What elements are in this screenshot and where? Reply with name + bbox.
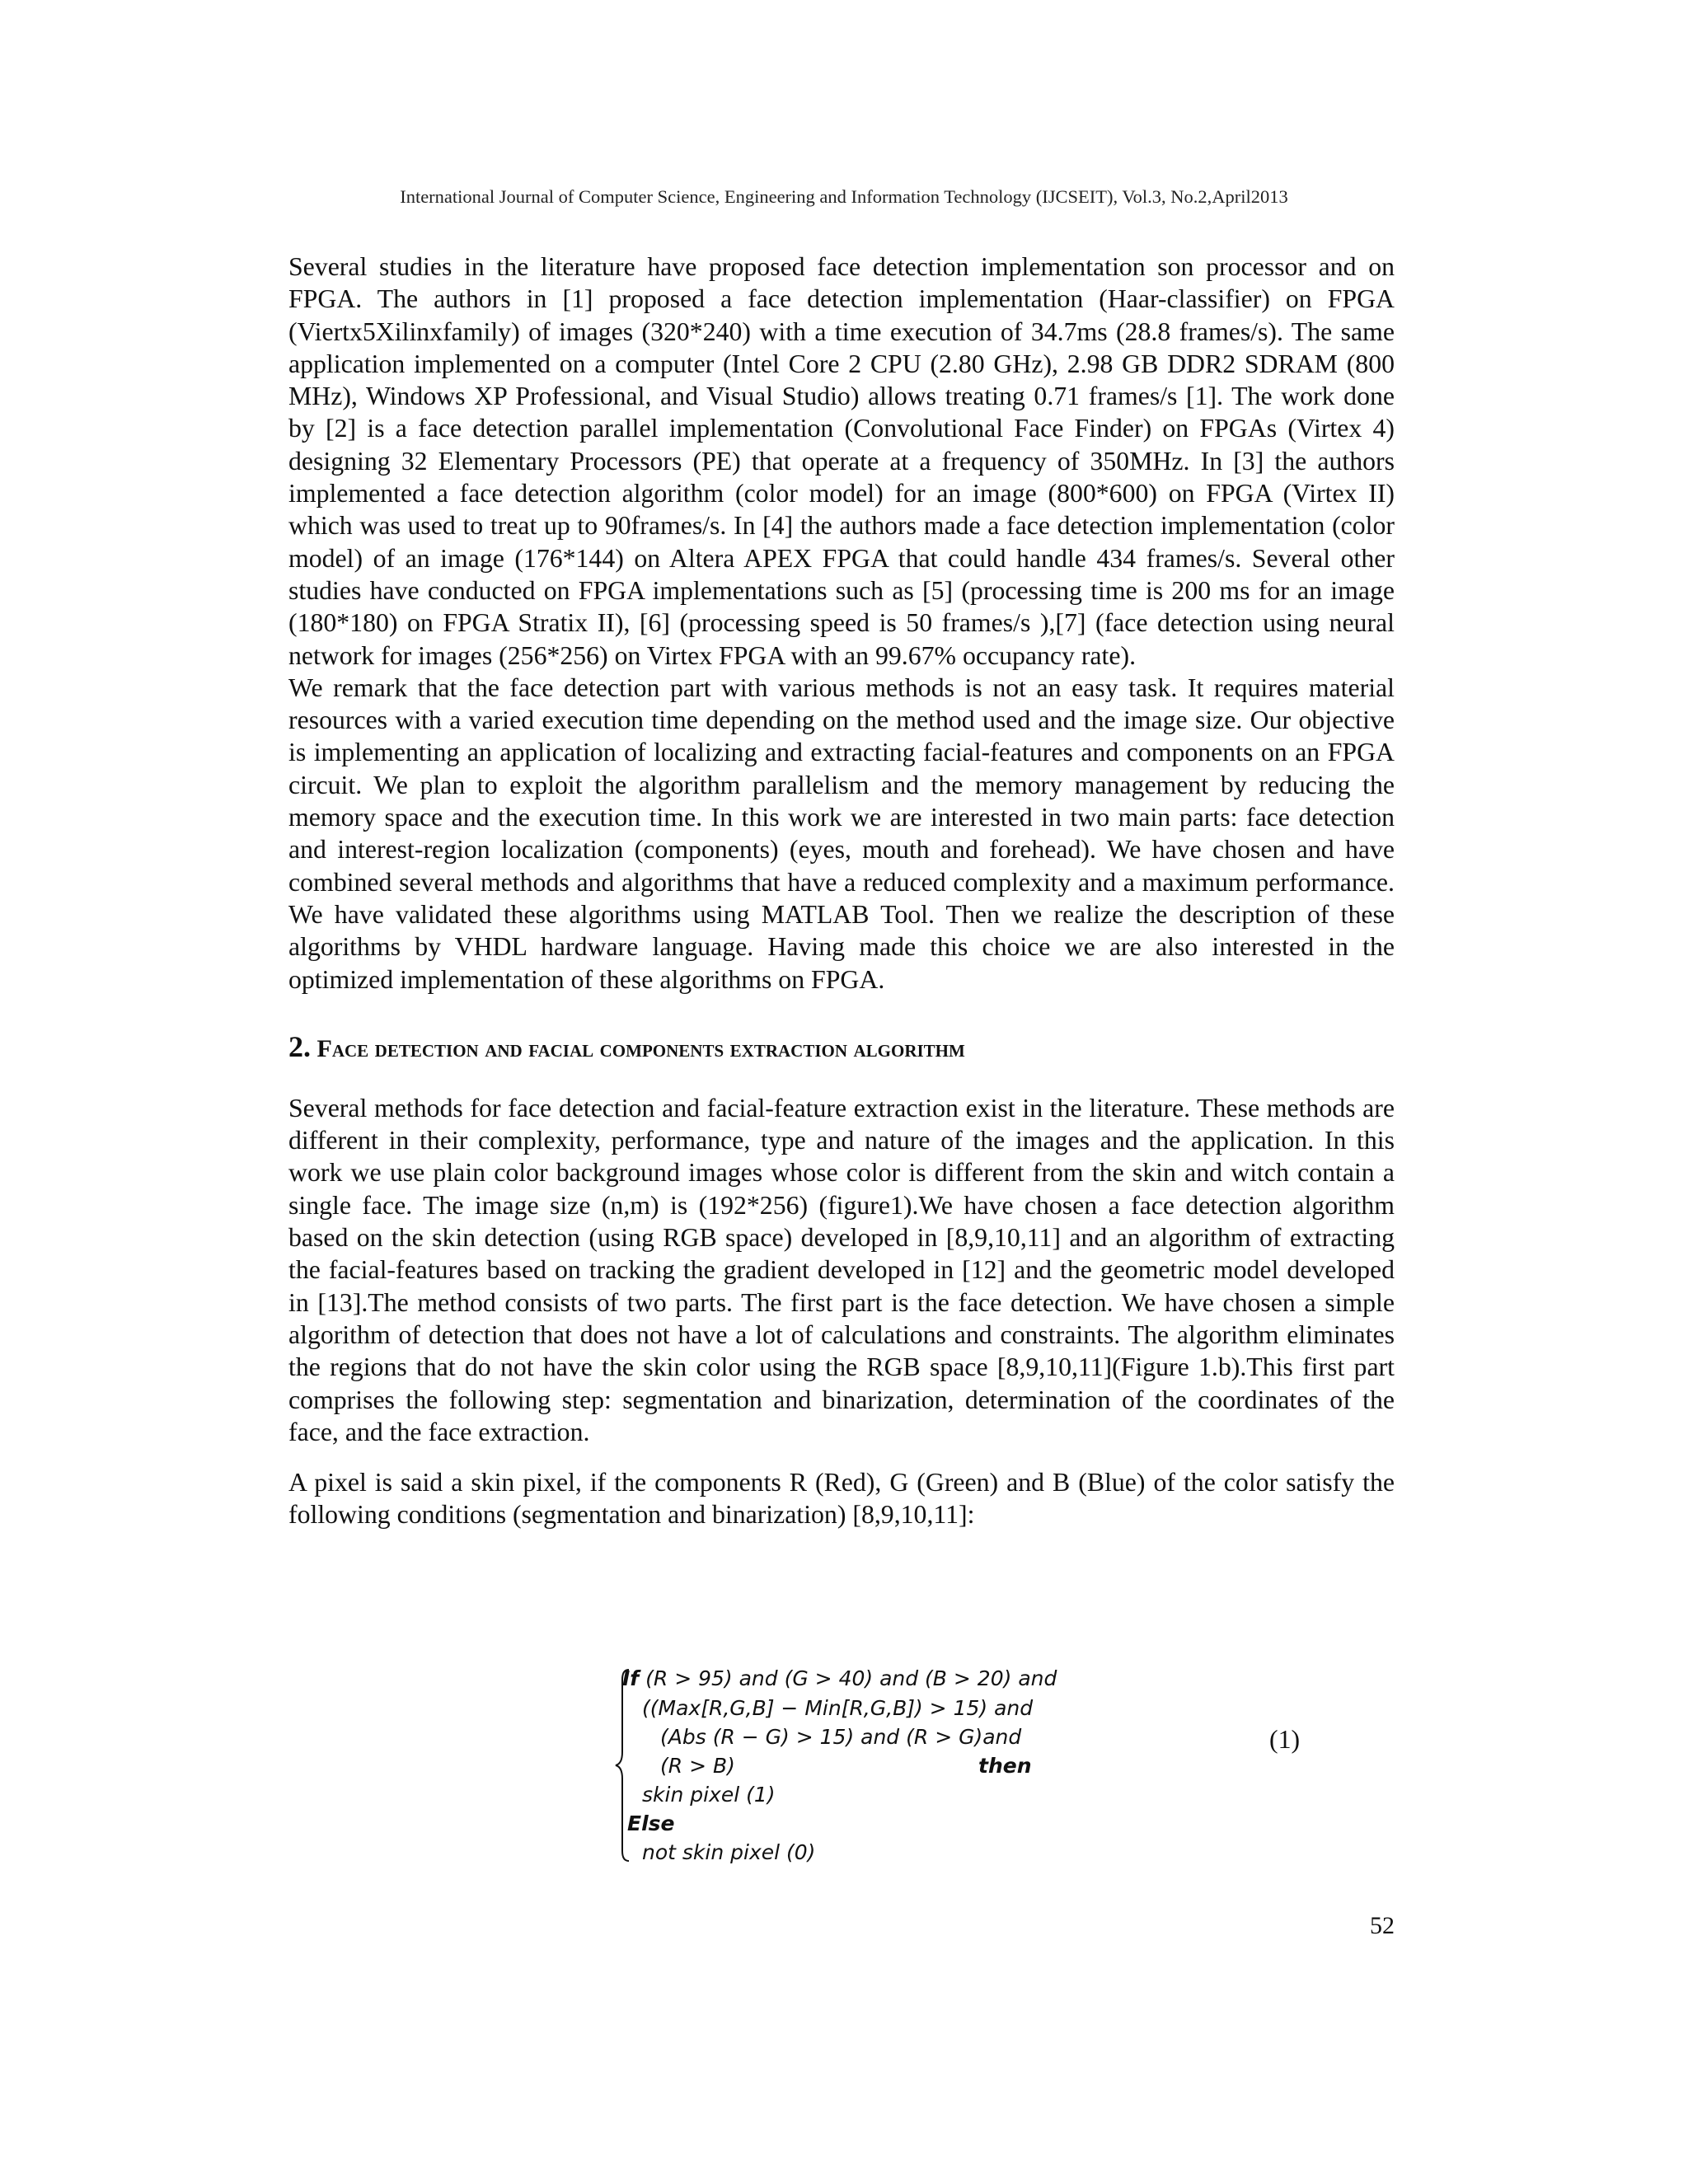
equation-condition-2: ((Max[R,G,B] − Min[R,G,B]) > 15) and xyxy=(642,1696,1034,1720)
equation-condition-4: (R > B) xyxy=(660,1754,735,1778)
else-keyword: Else xyxy=(627,1811,675,1835)
skin-pixel-equation xyxy=(614,1666,1076,1868)
section-paragraph-1: Several methods for face detection and facial-feature extraction exist in the literature. These methods are different in their complexity, performance, type and nature of the images and the application. In this work we use plain color background images whose color is different from the skin and witch contain a single face. The image size (n,m) is (192*256) (figure1).We have chosen a face detection algorithm based on the skin detection (using RGB space) developed in [8,9,10,11] and an algorithm of extracting the facial-features based on tracking the gradient developed in [12] and the geometric model developed in [13].The method consists of two parts. The first part is the face detection. We have chosen a simple algorithm of detection that does not have a lot of calculations and constraints. The algorithm eliminates the regions that do not have the skin color using the RGB space [8,9,10,11](Figure 1.b).This first part comprises the following step: segmentation and binarization, determination of the coordinates of the face, and the face extraction. xyxy=(288,1093,1395,1446)
page-body xyxy=(288,251,1395,1531)
then-line xyxy=(978,1754,1032,1779)
skin-pixel-result: skin pixel (1) xyxy=(642,1783,776,1807)
journal-header: International Journal of Computer Science, Engineering and Information Technology (IJCSEIT), Vol.3, No.2,April2013 xyxy=(400,186,1288,207)
equation-line-4 xyxy=(660,1754,735,1779)
equation-line-2 xyxy=(642,1696,1033,1721)
section-paragraph-2: A pixel is said a skin pixel, if the components R (Red), G (Green) and B (Blue) of the color satisfy the following conditions (segmentation and binarization) [8,9,10,11]: xyxy=(288,1468,1395,1530)
not-skin-pixel-result: not skin pixel (0) xyxy=(642,1840,816,1864)
equation-line-6 xyxy=(642,1840,815,1865)
section-number: 2. xyxy=(288,1029,311,1063)
equation-line-5 xyxy=(642,1783,776,1807)
else-line xyxy=(627,1811,674,1836)
section-heading xyxy=(288,1030,1395,1066)
if-keyword: If xyxy=(622,1666,640,1690)
intro-paragraph-2: We remark that the face detection part with various methods is not an easy task. It requires material resources with a varied execution time depending on the method used and the image size. Our objective is implementing an application of localizing and extracting facial-features and components on an FPGA circuit. We plan to exploit the algorithm parallelism and the memory management by reducing the memory space and the execution time. In this work we are interested in two main parts: face detection and interest-region localization (components) (eyes, mouth and forehead). We have chosen and have combined several methods and algorithms that have a reduced complexity and a maximum performance. We have validated these algorithms using MATLAB Tool. Then we realize the description of these algorithms by VHDL hardware language. Having made this choice we are also interested in the optimized implementation of these algorithms on FPGA. xyxy=(288,673,1395,994)
equation-number: (1) xyxy=(1269,1725,1301,1754)
equation-condition-1: (R > 95) and (G > 40) and (B > 20) and xyxy=(645,1666,1057,1690)
equation-line-3 xyxy=(660,1725,1021,1750)
page-number: 52 xyxy=(1370,1912,1395,1939)
then-keyword: then xyxy=(978,1754,1032,1778)
equation-line-1 xyxy=(622,1666,1057,1691)
equation-condition-3: (Abs (R − G) > 15) and (R > G)and xyxy=(660,1725,1022,1749)
section-title: Face detection and facial components extraction algorithm xyxy=(316,1034,965,1062)
intro-paragraph-1: Several studies in the literature have proposed face detection implementation son processor and on FPGA. The authors in [1] proposed a face detection implementation (Haar-classifier) on FPGA (Viertx5Xilinxfamily) of images (320*240) with a time execution of 34.7ms (28.8 frames/s). The same application implemented on a computer (Intel Core 2 CPU (2.80 GHz), 2.98 GB DDR2 SDRAM (800 MHz), Windows XP Professional, and Visual Studio) allows treating 0.71 frames/s [1]. The work done by [2] is a face detection parallel implementation (Convolutional Face Finder) on FPGAs (Virtex 4) designing 32 Elementary Processors (PE) that operate at a frequency of 350MHz. In [3] the authors implemented a face detection algorithm (color model) for an image (800*600) on FPGA (Virtex II) which was used to treat up to 90frames/s. In [4] the authors made a face detection implementation (color model) of an image (176*144) on Altera APEX FPGA that could handle 434 frames/s. Several other studies have conducted on FPGA implementations such as [5] (processing time is 200 ms for an image (180*180) on FPGA Stratix II), [6] (processing speed is 50 frames/s ),[7] (face detection using neural network for images (256*256) on Virtex FPGA with an 99.67% occupancy rate). xyxy=(288,252,1395,670)
